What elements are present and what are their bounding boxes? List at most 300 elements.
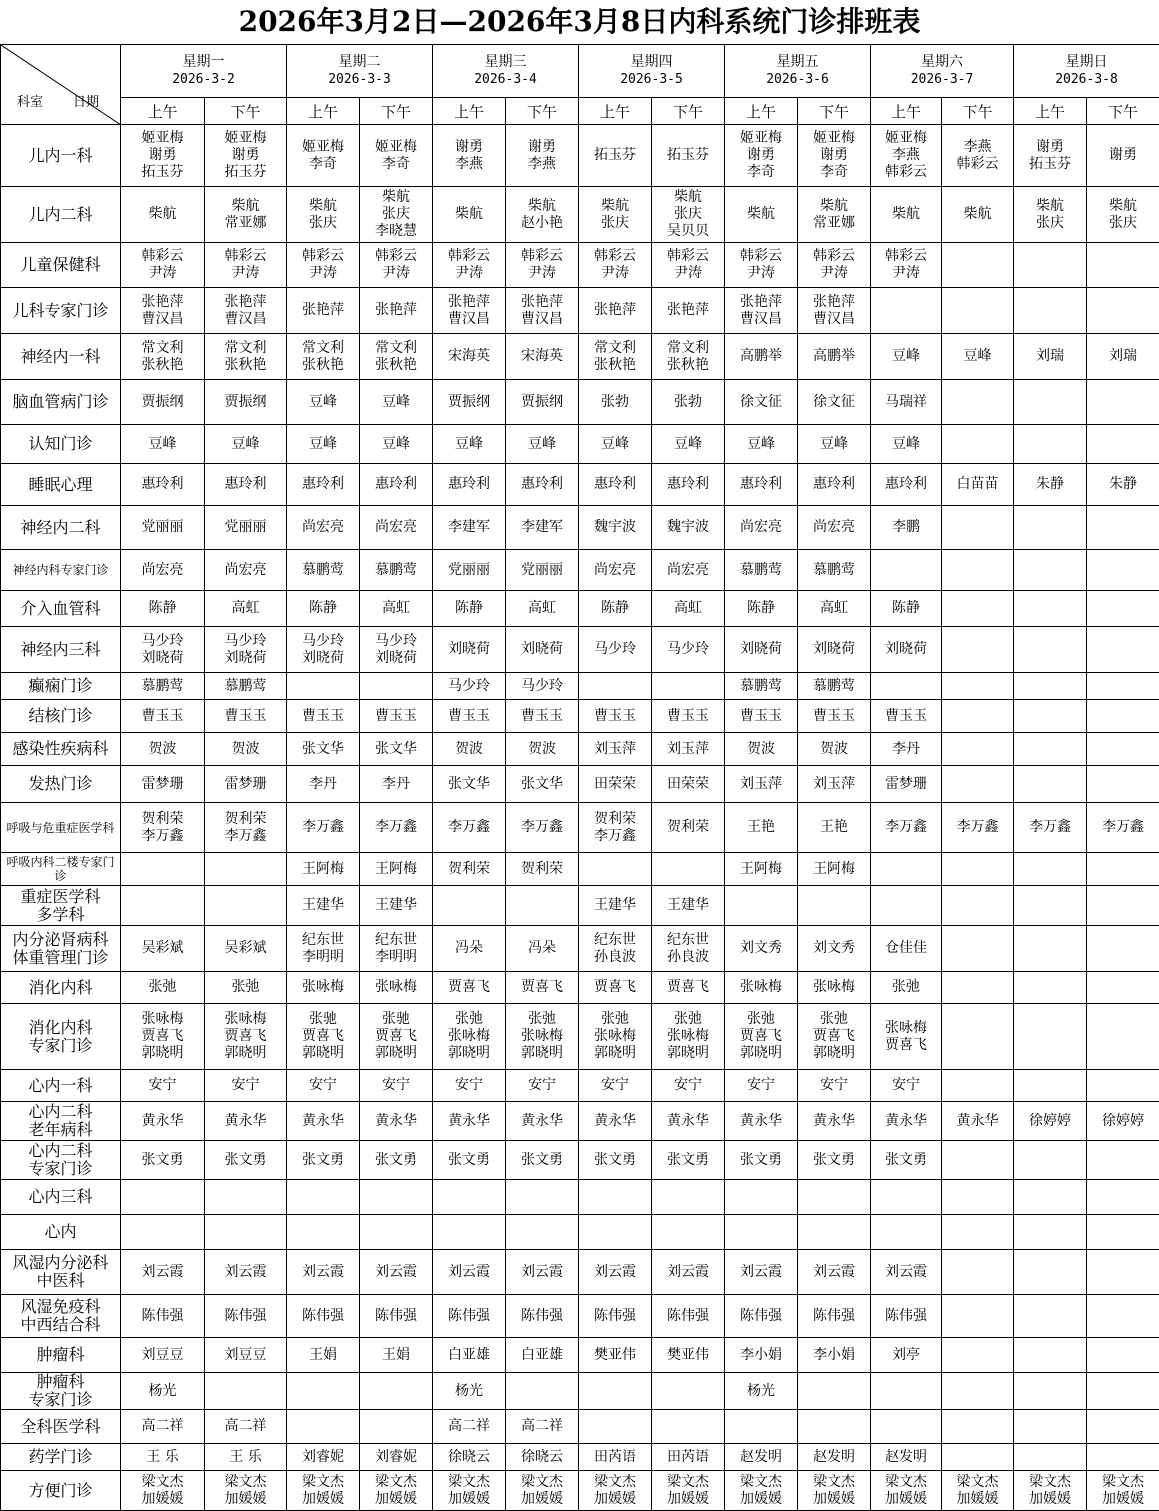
schedule-cell: 谢勇 [1087, 125, 1159, 187]
schedule-cell: 柴航 [121, 187, 205, 243]
schedule-cell: 张弛 张咏梅 郭晓明 [433, 1004, 506, 1070]
table-row [1, 1004, 1159, 1070]
schedule-cell: 刘豆豆 [205, 1338, 287, 1373]
schedule-cell: 惠玲利 [121, 464, 205, 506]
schedule-cell: 谢勇 李燕 [433, 125, 506, 187]
schedule-cell: 豆峰 [287, 380, 360, 425]
day-date: 2026-3-3 [287, 71, 432, 88]
schedule-cell [205, 1373, 287, 1410]
day-date: 2026-3-7 [871, 71, 1013, 88]
schedule-cell: 刘玉萍 [798, 766, 871, 803]
schedule-cell: 贾喜飞 [506, 972, 579, 1004]
department-name: 认知门诊 [1, 425, 121, 464]
corner-header [1, 45, 121, 125]
schedule-cell: 刘云霞 [205, 1250, 287, 1295]
schedule-cell: 韩彩云 尹涛 [360, 243, 433, 288]
schedule-cell: 田芮语 [652, 1444, 725, 1471]
schedule-cell [205, 886, 287, 926]
department-name: 心内一科 [1, 1070, 121, 1102]
table-row [1, 1141, 1159, 1180]
department-name: 风湿内分泌科 中医科 [1, 1250, 121, 1295]
schedule-cell: 雷梦珊 [205, 766, 287, 803]
schedule-cell [652, 1180, 725, 1215]
schedule-cell: 张艳萍 曹汉昌 [433, 288, 506, 334]
schedule-cell: 李建军 [506, 506, 579, 550]
schedule-cell: 黄永华 [205, 1102, 287, 1141]
schedule-cell: 惠玲利 [798, 464, 871, 506]
table-row [1, 627, 1159, 673]
schedule-cell: 王建华 [579, 886, 652, 926]
schedule-cell: 陈伟强 [360, 1295, 433, 1338]
schedule-cell [942, 1410, 1014, 1444]
corner-date-label: 日期 [73, 91, 99, 110]
schedule-cell [942, 1373, 1014, 1410]
schedule-cell: 张文华 [506, 766, 579, 803]
schedule-cell: 刘云霞 [652, 1250, 725, 1295]
schedule-cell [871, 288, 942, 334]
department-name: 呼吸内科二楼专家门诊 [1, 853, 121, 886]
schedule-cell: 黄永华 [506, 1102, 579, 1141]
table-row [1, 425, 1159, 464]
schedule-cell: 张艳萍 曹汉昌 [725, 288, 798, 334]
schedule-cell: 张艳萍 曹汉昌 [121, 288, 205, 334]
department-name: 消化内科 [1, 972, 121, 1004]
schedule-cell: 谢勇 李燕 [506, 125, 579, 187]
schedule-cell [1087, 1410, 1159, 1444]
day-name: 星期日 [1014, 54, 1159, 71]
schedule-cell: 陈伟强 [725, 1295, 798, 1338]
schedule-cell: 韩彩云 尹涛 [205, 243, 287, 288]
morning-header: 上午 [725, 98, 798, 125]
day-date: 2026-3-8 [1014, 71, 1159, 88]
schedule-cell [1014, 1373, 1087, 1410]
schedule-cell: 高二祥 [205, 1410, 287, 1444]
schedule-cell: 李丹 [360, 766, 433, 803]
schedule-cell [1014, 700, 1087, 733]
schedule-cell: 刘文秀 [725, 926, 798, 972]
schedule-cell [942, 853, 1014, 886]
schedule-cell [1014, 1215, 1087, 1250]
afternoon-header: 下午 [506, 98, 579, 125]
schedule-cell: 姬亚梅 李奇 [287, 125, 360, 187]
schedule-cell [725, 1215, 798, 1250]
schedule-cell: 李小娟 [798, 1338, 871, 1373]
schedule-cell [287, 1373, 360, 1410]
schedule-cell [1087, 1215, 1159, 1250]
schedule-cell: 刘晓荷 [725, 627, 798, 673]
schedule-cell [1087, 673, 1159, 700]
schedule-cell: 李建军 [433, 506, 506, 550]
schedule-cell: 韩彩云 尹涛 [798, 243, 871, 288]
schedule-cell: 柴航 赵小艳 [506, 187, 579, 243]
schedule-cell: 贺利荣 李万鑫 [579, 803, 652, 853]
schedule-cell: 姬亚梅 谢勇 李奇 [798, 125, 871, 187]
schedule-cell: 李小娟 [725, 1338, 798, 1373]
schedule-cell: 陈伟强 [121, 1295, 205, 1338]
schedule-cell [287, 1215, 360, 1250]
table-row [1, 1471, 1159, 1511]
schedule-cell: 姬亚梅 李奇 [360, 125, 433, 187]
schedule-cell: 冯朵 [433, 926, 506, 972]
schedule-cell: 赵发明 [871, 1444, 942, 1471]
day-name: 星期三 [433, 54, 578, 71]
schedule-cell: 惠玲利 [506, 464, 579, 506]
schedule-cell: 李万鑫 [1014, 803, 1087, 853]
corner-diagonal [1, 45, 121, 125]
schedule-cell: 高虹 [506, 591, 579, 627]
schedule-cell: 尚宏亮 [121, 550, 205, 591]
schedule-cell: 魏宇波 [652, 506, 725, 550]
schedule-cell: 韩彩云 尹涛 [287, 243, 360, 288]
schedule-cell [1014, 1338, 1087, 1373]
department-name: 儿童保健科 [1, 243, 121, 288]
schedule-cell [652, 673, 725, 700]
morning-header: 上午 [433, 98, 506, 125]
schedule-cell: 贾振纲 [121, 380, 205, 425]
day-date: 2026-3-5 [579, 71, 724, 88]
schedule-cell [506, 1180, 579, 1215]
schedule-cell: 惠玲利 [725, 464, 798, 506]
day-date: 2026-3-2 [121, 71, 286, 88]
schedule-cell: 王 乐 [121, 1444, 205, 1471]
schedule-cell [871, 1410, 942, 1444]
schedule-cell: 安宁 [433, 1070, 506, 1102]
schedule-cell: 梁文杰 加媛媛 [506, 1471, 579, 1511]
schedule-cell: 刘豆豆 [121, 1338, 205, 1373]
schedule-cell: 安宁 [121, 1070, 205, 1102]
schedule-cell [942, 673, 1014, 700]
schedule-cell: 张文勇 [287, 1141, 360, 1180]
schedule-cell: 陈伟强 [433, 1295, 506, 1338]
schedule-table [0, 44, 1159, 1511]
schedule-cell: 贺波 [798, 733, 871, 766]
schedule-cell: 惠玲利 [205, 464, 287, 506]
schedule-cell: 豆峰 [360, 380, 433, 425]
schedule-cell [1014, 288, 1087, 334]
schedule-cell: 贺利荣 [506, 853, 579, 886]
schedule-cell [942, 1070, 1014, 1102]
schedule-cell [942, 1141, 1014, 1180]
schedule-cell: 张文勇 [506, 1141, 579, 1180]
schedule-cell: 马少玲 刘晓荷 [287, 627, 360, 673]
schedule-cell: 惠玲利 [287, 464, 360, 506]
schedule-cell [1014, 1295, 1087, 1338]
schedule-cell [871, 1215, 942, 1250]
schedule-cell: 陈静 [287, 591, 360, 627]
schedule-cell: 张弛 张咏梅 郭晓明 [506, 1004, 579, 1070]
schedule-cell [871, 1180, 942, 1215]
schedule-cell: 贺利荣 [652, 803, 725, 853]
schedule-cell: 魏宇波 [579, 506, 652, 550]
schedule-cell: 马少玲 刘晓荷 [205, 627, 287, 673]
schedule-cell: 贺利荣 李万鑫 [121, 803, 205, 853]
table-row [1, 803, 1159, 853]
schedule-cell: 安宁 [579, 1070, 652, 1102]
department-name: 风湿免疫科 中西结合科 [1, 1295, 121, 1338]
schedule-cell: 韩彩云 尹涛 [652, 243, 725, 288]
schedule-cell [1014, 380, 1087, 425]
department-name: 儿内一科 [1, 125, 121, 187]
schedule-cell: 马少玲 刘晓荷 [121, 627, 205, 673]
table-row [1, 1250, 1159, 1295]
schedule-cell: 柴航 常亚娜 [798, 187, 871, 243]
schedule-cell [287, 673, 360, 700]
schedule-cell: 姬亚梅 李燕 韩彩云 [871, 125, 942, 187]
schedule-cell [871, 886, 942, 926]
schedule-cell: 豆峰 [579, 425, 652, 464]
schedule-cell: 黄永华 [652, 1102, 725, 1141]
schedule-cell: 杨光 [725, 1373, 798, 1410]
schedule-cell: 赵发明 [798, 1444, 871, 1471]
schedule-cell: 张勃 [652, 380, 725, 425]
schedule-cell [360, 1410, 433, 1444]
schedule-cell: 陈静 [579, 591, 652, 627]
schedule-cell: 李万鑫 [942, 803, 1014, 853]
department-name: 心内三科 [1, 1180, 121, 1215]
schedule-cell: 贾振纲 [205, 380, 287, 425]
schedule-cell: 李鹏 [871, 506, 942, 550]
schedule-cell: 贺波 [725, 733, 798, 766]
table-row [1, 972, 1159, 1004]
schedule-cell: 柴航 张庆 吴贝贝 [652, 187, 725, 243]
schedule-cell [725, 1180, 798, 1215]
schedule-cell: 尚宏亮 [579, 550, 652, 591]
schedule-cell: 曹玉玉 [579, 700, 652, 733]
schedule-cell: 陈静 [121, 591, 205, 627]
schedule-cell: 张咏梅 [798, 972, 871, 1004]
schedule-cell: 刘云霞 [725, 1250, 798, 1295]
schedule-cell: 豆峰 [871, 334, 942, 380]
schedule-cell: 党丽丽 [506, 550, 579, 591]
schedule-cell: 常文利 张秋艳 [121, 334, 205, 380]
department-name: 介入血管科 [1, 591, 121, 627]
department-name: 感染性疾病科 [1, 733, 121, 766]
table-row [1, 1373, 1159, 1410]
schedule-cell: 刘云霞 [287, 1250, 360, 1295]
schedule-cell [1014, 425, 1087, 464]
schedule-cell: 马少玲 [433, 673, 506, 700]
schedule-cell: 王艳 [725, 803, 798, 853]
schedule-cell: 陈伟强 [798, 1295, 871, 1338]
table-row [1, 1070, 1159, 1102]
schedule-cell: 姬亚梅 谢勇 拓玉芬 [205, 125, 287, 187]
schedule-cell: 曹玉玉 [360, 700, 433, 733]
schedule-cell: 刘晓荷 [871, 627, 942, 673]
schedule-cell [942, 506, 1014, 550]
schedule-cell [1087, 1004, 1159, 1070]
schedule-cell [1014, 591, 1087, 627]
department-name: 心内二科 老年病科 [1, 1102, 121, 1141]
schedule-cell: 梁文杰 加媛媛 [1087, 1471, 1159, 1511]
schedule-cell: 慕鹏莺 [798, 673, 871, 700]
schedule-cell: 黄永华 [121, 1102, 205, 1141]
schedule-cell: 曹玉玉 [871, 700, 942, 733]
schedule-cell: 梁文杰 加媛媛 [360, 1471, 433, 1511]
schedule-cell [1087, 1373, 1159, 1410]
schedule-cell: 王阿梅 [798, 853, 871, 886]
schedule-cell [1014, 1410, 1087, 1444]
day-header [287, 45, 433, 98]
schedule-cell [942, 733, 1014, 766]
schedule-cell: 高鹏举 [798, 334, 871, 380]
schedule-cell: 高鹏举 [725, 334, 798, 380]
schedule-cell [121, 1180, 205, 1215]
schedule-cell: 白苗苗 [942, 464, 1014, 506]
schedule-cell: 赵发明 [725, 1444, 798, 1471]
afternoon-header: 下午 [1087, 98, 1159, 125]
schedule-cell [871, 1373, 942, 1410]
schedule-cell: 韩彩云 尹涛 [121, 243, 205, 288]
schedule-cell: 李万鑫 [287, 803, 360, 853]
schedule-cell: 豆峰 [287, 425, 360, 464]
schedule-cell [1087, 1295, 1159, 1338]
day-header [1014, 45, 1159, 98]
schedule-cell: 拓玉芬 [652, 125, 725, 187]
table-row [1, 766, 1159, 803]
schedule-cell [433, 1180, 506, 1215]
schedule-cell: 党丽丽 [205, 506, 287, 550]
schedule-cell: 慕鹏莺 [725, 673, 798, 700]
schedule-cell: 宋海英 [433, 334, 506, 380]
schedule-cell: 常文利 张秋艳 [652, 334, 725, 380]
department-name: 方便门诊 [1, 1471, 121, 1511]
schedule-cell: 梁文杰 加媛媛 [798, 1471, 871, 1511]
schedule-cell: 吴彩斌 [205, 926, 287, 972]
department-name: 神经内二科 [1, 506, 121, 550]
table-row [1, 1295, 1159, 1338]
schedule-cell: 豆峰 [506, 425, 579, 464]
schedule-cell [360, 673, 433, 700]
schedule-cell: 韩彩云 尹涛 [433, 243, 506, 288]
schedule-cell: 惠玲利 [652, 464, 725, 506]
department-name: 结核门诊 [1, 700, 121, 733]
schedule-cell: 刘晓荷 [798, 627, 871, 673]
schedule-cell [433, 886, 506, 926]
schedule-cell [798, 1180, 871, 1215]
schedule-cell [1087, 1444, 1159, 1471]
schedule-cell: 徐文征 [725, 380, 798, 425]
schedule-cell [121, 886, 205, 926]
schedule-cell [121, 1215, 205, 1250]
schedule-cell [360, 1180, 433, 1215]
schedule-cell: 王娟 [360, 1338, 433, 1373]
schedule-cell [725, 1410, 798, 1444]
schedule-cell: 高二祥 [506, 1410, 579, 1444]
department-name: 发热门诊 [1, 766, 121, 803]
day-date: 2026-3-4 [433, 71, 578, 88]
schedule-cell [942, 1338, 1014, 1373]
schedule-cell: 尚宏亮 [798, 506, 871, 550]
schedule-cell [1014, 853, 1087, 886]
schedule-cell [942, 972, 1014, 1004]
schedule-cell: 李万鑫 [506, 803, 579, 853]
schedule-cell: 柴航 张庆 [1014, 187, 1087, 243]
morning-header: 上午 [121, 98, 205, 125]
schedule-cell [652, 1373, 725, 1410]
schedule-cell: 拓玉芬 [579, 125, 652, 187]
schedule-cell: 高虹 [360, 591, 433, 627]
department-name: 睡眠心理 [1, 464, 121, 506]
schedule-cell [798, 1410, 871, 1444]
schedule-cell [942, 886, 1014, 926]
schedule-cell: 慕鹏莺 [798, 550, 871, 591]
schedule-cell [121, 853, 205, 886]
department-name: 儿内二科 [1, 187, 121, 243]
morning-header: 上午 [871, 98, 942, 125]
schedule-cell: 徐文征 [798, 380, 871, 425]
schedule-cell: 安宁 [205, 1070, 287, 1102]
schedule-cell [1087, 380, 1159, 425]
schedule-cell: 韩彩云 尹涛 [871, 243, 942, 288]
schedule-cell: 白亚雄 [506, 1338, 579, 1373]
schedule-cell [1014, 627, 1087, 673]
schedule-cell: 张咏梅 贾喜飞 郭晓明 [205, 1004, 287, 1070]
schedule-cell [942, 1444, 1014, 1471]
schedule-cell: 党丽丽 [121, 506, 205, 550]
schedule-cell: 陈静 [725, 591, 798, 627]
department-name: 药学门诊 [1, 1444, 121, 1471]
schedule-cell: 韩彩云 尹涛 [725, 243, 798, 288]
schedule-cell: 纪东世 李明明 [287, 926, 360, 972]
schedule-cell [205, 853, 287, 886]
schedule-cell [1087, 1250, 1159, 1295]
schedule-cell [942, 591, 1014, 627]
schedule-cell: 豆峰 [725, 425, 798, 464]
schedule-cell: 豆峰 [360, 425, 433, 464]
schedule-cell: 张文华 [287, 733, 360, 766]
table-row [1, 700, 1159, 733]
schedule-cell: 刘云霞 [360, 1250, 433, 1295]
schedule-cell: 张艳萍 [579, 288, 652, 334]
schedule-cell: 慕鹏莺 [121, 673, 205, 700]
schedule-cell: 豆峰 [121, 425, 205, 464]
table-row [1, 125, 1159, 187]
schedule-cell: 尚宏亮 [725, 506, 798, 550]
schedule-cell: 黄永华 [287, 1102, 360, 1141]
schedule-cell: 王阿梅 [725, 853, 798, 886]
schedule-cell: 王建华 [287, 886, 360, 926]
schedule-cell [1087, 733, 1159, 766]
schedule-cell [725, 886, 798, 926]
schedule-cell [942, 1295, 1014, 1338]
schedule-cell: 刘瑞 [1087, 334, 1159, 380]
table-row [1, 187, 1159, 243]
schedule-cell [433, 1215, 506, 1250]
schedule-cell: 豆峰 [942, 334, 1014, 380]
schedule-cell: 徐晓云 [506, 1444, 579, 1471]
table-row [1, 1180, 1159, 1215]
schedule-cell: 贾喜飞 [579, 972, 652, 1004]
table-row [1, 591, 1159, 627]
schedule-cell: 梁文杰 加媛媛 [433, 1471, 506, 1511]
schedule-cell: 韩彩云 尹涛 [579, 243, 652, 288]
department-name: 心内二科 专家门诊 [1, 1141, 121, 1180]
schedule-cell: 刘亭 [871, 1338, 942, 1373]
schedule-cell [506, 1215, 579, 1250]
schedule-cell: 贺利荣 李万鑫 [205, 803, 287, 853]
department-name: 神经内一科 [1, 334, 121, 380]
schedule-cell [287, 1180, 360, 1215]
page-title: 2026年3月2日—2026年3月8日内科系统门诊排班表 [0, 0, 1159, 44]
schedule-cell [1014, 550, 1087, 591]
schedule-cell: 黄永华 [942, 1102, 1014, 1141]
schedule-cell: 纪东世 孙良波 [579, 926, 652, 972]
schedule-cell: 张驰 贾喜飞 郭晓明 [287, 1004, 360, 1070]
schedule-cell: 柴航 张庆 [287, 187, 360, 243]
afternoon-header: 下午 [798, 98, 871, 125]
table-row [1, 926, 1159, 972]
schedule-cell: 刘玉萍 [725, 766, 798, 803]
